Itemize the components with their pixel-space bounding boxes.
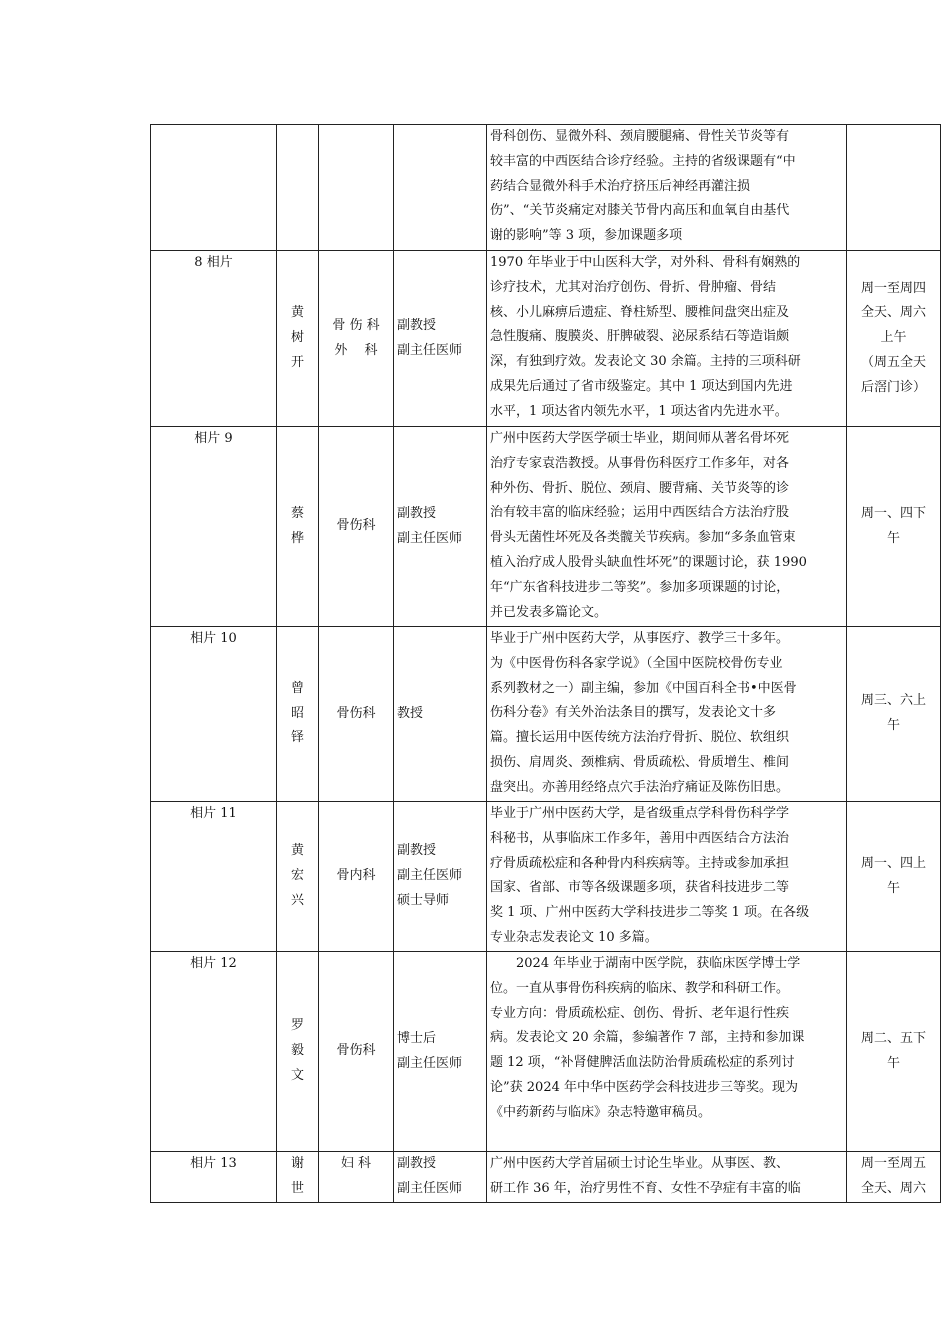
department-cell: 骨 伤 科 外 科 [319,251,394,427]
name-cell: 罗毅文 [277,952,319,1152]
photo-cell: 相片 9 [151,427,277,627]
department-cell: 骨伤科 [319,427,394,627]
table-row [151,952,941,1152]
department-cell: 骨内科 [319,802,394,952]
title-cell [394,125,487,251]
bio-cell: 1970 年毕业于中山医科大学，对外科、骨科有娴熟的 诊疗技术，尤其对治疗创伤、骨折、骨肿瘤、骨结 核、小儿麻痹后遗症、脊柱矫型、腰椎间盘突出症及 急性腹痛、腹膜炎、肝脾破裂、泌尿系结石等造诣颇 深，有独到疗效。发表论文 30 余篇。主持的三项科研 成果先后通过了省市级鉴定。其中 1 项达到国内先进 水平，1 项达省内领先水平，1 项达省内先进水平。 [487,251,847,427]
table-row [151,427,941,627]
title-cell: 教授 [394,627,487,802]
photo-cell: 相片 10 [151,627,277,802]
title-cell: 博士后 副主任医师 [394,952,487,1152]
table-row [151,125,941,251]
bio-cell: 毕业于广州中医药大学，是省级重点学科骨伤科学学 科秘书，从事临床工作多年，善用中西医结合方法治 疗骨质疏松症和各种骨内科疾病等。主持或参加承担 国家、省部、市等各级课题多项，获省科技进步二等 奖 1 项、广州中医药大学科技进步二等奖 1 项。在各级 专业杂志发表论文 10 多篇。 [487,802,847,952]
name-cell: 黄树开 [277,251,319,427]
bio-cell: 2024 年毕业于湖南中医学院，获临床医学博士学 位。一直从事骨伤科疾病的临床、教学和科研工作。 专业方向：骨质疏松症、创伤、骨折、老年退行性疾 病。发表论文 20 余篇，参编著作 7 部，主持和参加课 题 12 项，“补肾健脾活血法防治骨质疏松症的系列讨 论”获 2024 年中华中医药学会科技进步三等奖。现为 《中药新药与临床》杂志特邀审稿员。 [487,952,847,1152]
bio-cell: 骨科创伤、显微外科、颈肩腰腿痛、骨性关节炎等有 较丰富的中西医结合诊疗经验。主持的省级课题有“中 药结合显微外科手术治疗挤压后神经再灌注损 伤”、“关节炎痛定对膝关节骨内高压和血氧自由基代 谢的影响”等 3 项，参加课题多项 [487,125,847,251]
schedule-cell: 周三、六上 午 [847,627,941,802]
department-cell [319,125,394,251]
bio-cell: 毕业于广州中医药大学，从事医疗、教学三十多年。 为《中医骨伤科各家学说》（全国中医院校骨伤专业 系列教材之一）副主编，参加《中国百科全书•中医骨 伤科分卷》有关外治法条目的撰写，发表论文十多 篇。擅长运用中医传统方法治疗骨折、脱位、软组织 损伤、肩周炎、颈椎病、骨质疏松、骨质增生、椎间 盘突出。亦善用经络点穴手法治疗痛证及陈伤旧患。 [487,627,847,802]
photo-cell: 相片 11 [151,802,277,952]
photo-cell: 8 相片 [151,251,277,427]
schedule-cell: 周二、五下 午 [847,952,941,1152]
name-cell: 蔡桦 [277,427,319,627]
bio-cell: 广州中医药大学首届硕士讨论生毕业。从事医、教、 研工作 36 年，治疗男性不育、女性不孕症有丰富的临 [487,1152,847,1203]
table-row [151,251,941,427]
name-cell: 黄宏兴 [277,802,319,952]
department-cell: 骨伤科 [319,952,394,1152]
schedule-cell: 周一、四上 午 [847,802,941,952]
department-cell: 妇 科 [319,1152,394,1203]
title-cell: 副教授 副主任医师 硕士导师 [394,802,487,952]
bio-cell: 广州中医药大学医学硕士毕业，期间师从著名骨坏死 治疗专家袁浩教授。从事骨伤科医疗工作多年，对各 种外伤、骨折、脱位、颈肩、腰背痛、关节炎等的诊 治有较丰富的临床经验；运用中西医结合方法治疗股 骨头无菌性坏死及各类髋关节疾病。参加“多条血管束 植入治疗成人股骨头缺血性坏死”的课题讨论，获 1990 年“广东省科技进步二等奖”。参加多项课题的讨论， 并已发表多篇论文。 [487,427,847,627]
photo-cell: 相片 13 [151,1152,277,1203]
title-cell: 副教授 副主任医师 [394,1152,487,1203]
schedule-cell: 周一、四下 午 [847,427,941,627]
title-cell: 副教授 副主任医师 [394,251,487,427]
name-cell: 谢世 [277,1152,319,1203]
photo-cell: 相片 12 [151,952,277,1152]
table-row [151,627,941,802]
table-row [151,1152,941,1203]
title-cell: 副教授 副主任医师 [394,427,487,627]
schedule-cell: 周一至周五 全天、周六 [847,1152,941,1203]
name-cell: 曾昭铎 [277,627,319,802]
department-cell: 骨伤科 [319,627,394,802]
doctor-table [150,124,941,1203]
schedule-cell [847,125,941,251]
schedule-cell: 周一至周四 全天、周六 上午 （周五全天 后滘门诊） [847,251,941,427]
name-cell [277,125,319,251]
table-row [151,802,941,952]
photo-cell [151,125,277,251]
